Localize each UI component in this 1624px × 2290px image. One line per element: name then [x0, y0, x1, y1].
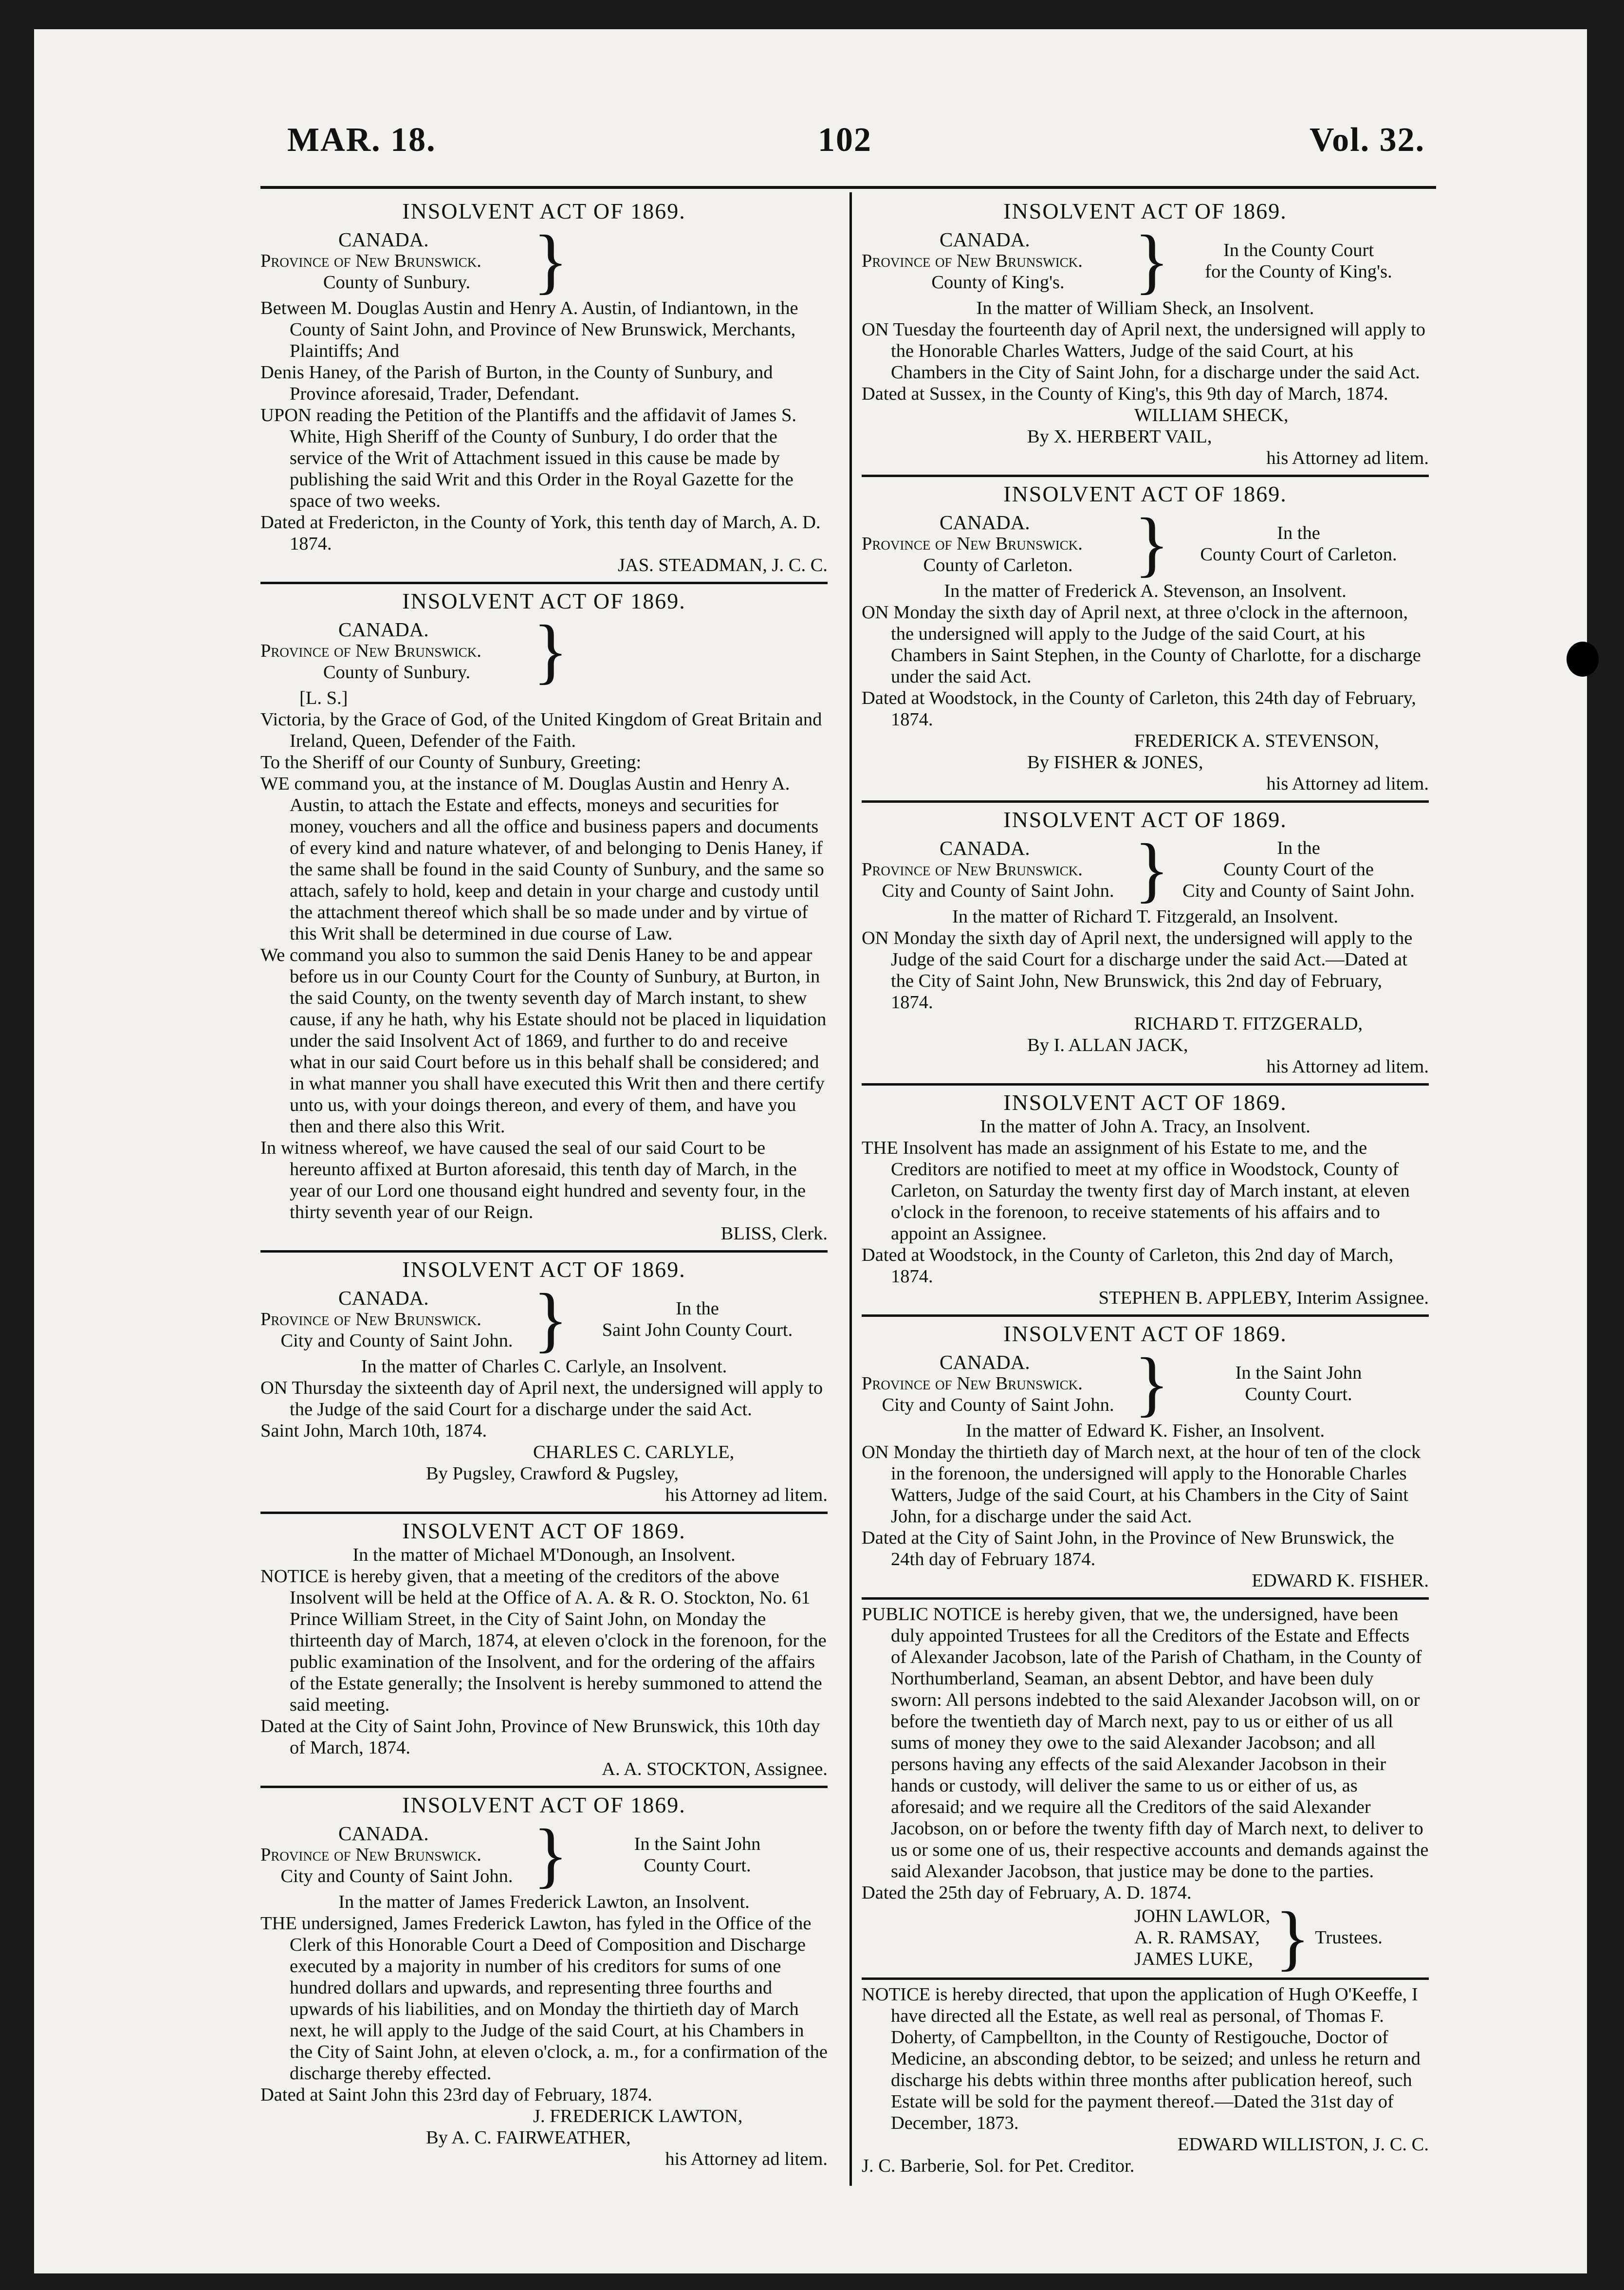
- court-name: [1168, 240, 1429, 282]
- trustee-name: A. R. RAMSAY,: [1134, 1927, 1260, 1948]
- signature-line: By FISHER & JONES,: [1027, 752, 1203, 773]
- paragraph: Victoria, by the Grace of God, of the United Kingdom of Great Britain and Ireland, Queen, Defender of the Faith.: [260, 709, 822, 751]
- notice-title: INSOLVENT ACT OF 1869.: [402, 1792, 686, 1817]
- notice-title: INSOLVENT ACT OF 1869.: [1003, 481, 1287, 506]
- brace-icon: }: [1134, 221, 1169, 301]
- jurisdiction-left: [862, 229, 1134, 293]
- court-line: County Court.: [644, 1855, 751, 1876]
- paragraph: We command you also to summon the said Denis Haney to be and appear before us in our County Court for the County of Sunbury, at Burton, in the said County, on the twenty seventh day of March instant, to shew cause, if any he hath, why his Estate should not be placed in liquidation under the said Insolvent Act of 1869, and further to do and receive what in our said Court before us in this behalf shall be considered; and in what manner you shall have executed this Writ then and there certify unto us, with your doings thereon, and every of them, and have you then and there also this Writ.: [260, 945, 827, 1137]
- signature-line: BLISS, Clerk.: [720, 1223, 828, 1244]
- jurisdiction-line: CANADA.: [940, 228, 1030, 251]
- right-column: [862, 197, 1429, 2185]
- court-line: In the Saint John: [1235, 1363, 1362, 1383]
- brace-icon: }: [1134, 1343, 1169, 1424]
- jurisdiction-line: CANADA.: [338, 1822, 429, 1845]
- brace-icon: }: [1275, 1897, 1310, 1978]
- jurisdiction-line: CANADA.: [338, 228, 429, 251]
- paragraph: Between M. Douglas Austin and Henry A. Austin, of Indiantown, in the County of Saint John, and Province of New Brunswick, Merchants, Plaintiffs; And: [260, 298, 798, 361]
- court-name: [567, 1833, 828, 1876]
- notice-title: INSOLVENT ACT OF 1869.: [402, 589, 686, 613]
- signature-line: J. FREDERICK LAWTON,: [533, 2106, 743, 2126]
- signature-line: By I. ALLAN JACK,: [1027, 1035, 1188, 1055]
- brace-icon: }: [533, 1814, 568, 1895]
- brace-icon: }: [533, 610, 568, 691]
- header-volume: Vol. 32.: [1310, 121, 1425, 159]
- signature-line: EDWARD WILLISTON, J. C. C.: [1177, 2134, 1429, 2155]
- trustee-name: JOHN LAWLOR,: [1134, 1906, 1271, 1926]
- signature-line: his Attorney ad litem.: [1266, 1056, 1429, 1077]
- brace-icon: }: [533, 1279, 568, 1360]
- court-line: In the County Court: [1223, 240, 1374, 260]
- court-line: County Court.: [1245, 1384, 1352, 1404]
- jurisdiction-line: County of Carleton.: [923, 555, 1073, 575]
- brace-icon: }: [1134, 829, 1169, 910]
- jurisdiction-line: City and County of Saint John.: [882, 881, 1114, 901]
- jurisdiction-line: CANADA.: [940, 837, 1030, 859]
- notice: [260, 1517, 828, 1788]
- paragraph: Dated at the City of Saint John, Province of New Brunswick, this 10th day of March, 1874.: [260, 1716, 820, 1758]
- paragraph: Dated at Woodstock, in the County of Carleton, this 24th day of February, 1874.: [862, 688, 1416, 730]
- jurisdiction-block: [862, 503, 1429, 584]
- notice-title: INSOLVENT ACT OF 1869.: [402, 199, 686, 223]
- paragraph: UPON reading the Petition of the Plantiffs and the affidavit of James S. White, High Sheriff of the County of Sunbury, I do order that the service of the Writ of Attachment issued in this cause be made by publishing the said Writ and this Order in the Royal Gazette for the space of two weeks.: [260, 405, 796, 511]
- signature-line: JAS. STEADMAN, J. C. C.: [617, 555, 828, 575]
- left-column: [260, 197, 828, 2179]
- jurisdiction-left: [260, 1823, 533, 1887]
- jurisdiction-line: County of King's.: [931, 272, 1065, 293]
- paragraph: Dated at Fredericton, in the County of York, this tenth day of March, A. D. 1874.: [260, 512, 821, 554]
- trustees-block: [862, 1897, 1429, 1978]
- court-line: City and County of Saint John.: [1182, 881, 1415, 901]
- header-page-number: 102: [818, 121, 872, 159]
- jurisdiction-line: CANADA.: [338, 618, 429, 641]
- notice-title: INSOLVENT ACT OF 1869.: [1003, 807, 1287, 832]
- signature-line: STEPHEN B. APPLEBY, Interim Assignee.: [1098, 1288, 1429, 1308]
- court-line: In the: [1277, 523, 1320, 543]
- jurisdiction-block: [260, 221, 828, 301]
- seal-mark: [L. S.]: [299, 688, 348, 708]
- notice: [862, 197, 1429, 477]
- paragraph: THE undersigned, James Frederick Lawton, has fyled in the Office of the Clerk of this Honorable Court a Deed of Composition and Discharge executed by a majority in number of his creditors for sums of one hundred dollars and upwards, and representing three fourths and upwards of his liabilities, and on Monday the thirtieth day of March next, he will apply to the Judge of the said Court, at his Chambers in the City of Saint John, at eleven o'clock, a. m., for a confirmation of the discharge thereby effected.: [260, 1913, 828, 2084]
- notice: [260, 197, 828, 584]
- signature-line: his Attorney ad litem.: [665, 1485, 828, 1505]
- court-line: County Court of the: [1223, 859, 1374, 880]
- notice-title: INSOLVENT ACT OF 1869.: [402, 1518, 686, 1543]
- jurisdiction-line: County of Sunbury.: [323, 662, 471, 683]
- notice: [862, 1089, 1429, 1317]
- column-divider: [849, 192, 852, 2186]
- matter-line: In the matter of Richard T. Fitzgerald, an Insolvent.: [952, 906, 1338, 927]
- jurisdiction-line: County of Sunbury.: [323, 272, 471, 293]
- jurisdiction-left: [862, 837, 1134, 902]
- signature-line: his Attorney ad litem.: [1266, 774, 1429, 794]
- jurisdiction-line: Province of New Brunswick.: [862, 534, 1083, 554]
- jurisdiction-block: [260, 1814, 828, 1895]
- jurisdiction-left: [260, 1287, 533, 1351]
- paragraph: Dated at Woodstock, in the County of Carleton, this 2nd day of March, 1874.: [862, 1245, 1394, 1287]
- footer-line: J. C. Barberie, Sol. for Pet. Creditor.: [862, 2156, 1135, 2176]
- notice: [862, 1603, 1429, 1980]
- matter-line: In the matter of William Sheck, an Insolvent.: [976, 298, 1314, 318]
- signature-line: By Pugsley, Crawford & Pugsley,: [426, 1463, 679, 1484]
- paragraph: WE command you, at the instance of M. Douglas Austin and Henry A. Austin, to attach the Estate and effects, moneys and securities for money, vouchers and all the office and business papers and documents of every kind and nature whatever, of and belonging to Denis Haney, if the same shall be found in the said County of Sunbury, and the same so attach, safely to hold, keep and detain in your charge and custody until the attachment thereof which shall be so made under and by virtue of this Writ shall be determined in due course of Law.: [260, 774, 824, 944]
- jurisdiction-line: Province of New Brunswick.: [862, 859, 1083, 880]
- jurisdiction-block: [260, 1279, 828, 1360]
- notice-title: INSOLVENT ACT OF 1869.: [1003, 1090, 1287, 1115]
- court-line: for the County of King's.: [1205, 261, 1392, 282]
- signature-line: FREDERICK A. STEVENSON,: [1134, 731, 1379, 751]
- signature-line: WILLIAM SHECK,: [1134, 405, 1289, 425]
- notice: [862, 806, 1429, 1086]
- jurisdiction-line: Province of New Brunswick.: [260, 1845, 481, 1865]
- brace-icon: }: [1134, 503, 1169, 584]
- court-line: In the: [676, 1298, 719, 1319]
- header-date: MAR. 18.: [287, 121, 436, 159]
- jurisdiction-left: [260, 229, 533, 293]
- matter-line: In the matter of James Frederick Lawton, an Insolvent.: [338, 1892, 750, 1912]
- jurisdiction-left: [862, 1351, 1134, 1416]
- court-name: [1168, 1362, 1429, 1405]
- jurisdiction-block: [260, 610, 828, 691]
- trustees-label: Trustees.: [1315, 1927, 1383, 1948]
- court-line: County Court of Carleton.: [1200, 544, 1397, 565]
- jurisdiction-line: CANADA.: [338, 1287, 429, 1309]
- jurisdiction-block: [862, 1343, 1429, 1424]
- matter-line: In the matter of John A. Tracy, an Insolvent.: [980, 1116, 1310, 1137]
- paragraph: Dated at Sussex, in the County of King's, this 9th day of March, 1874.: [862, 384, 1388, 404]
- court-line: In the: [1277, 838, 1320, 858]
- paragraph: Dated at the City of Saint John, in the Province of New Brunswick, the 24th day of February 1874.: [862, 1528, 1394, 1570]
- jurisdiction-line: CANADA.: [940, 1351, 1030, 1373]
- matter-line: In the matter of Frederick A. Stevenson, an Insolvent.: [944, 581, 1347, 601]
- paragraph: NOTICE is hereby directed, that upon the application of Hugh O'Keeffe, I have directed all the Estate, as well real as personal, of Thomas F. Doherty, of Campbellton, in the County of Restigouche, Doctor of Medicine, an absconding debtor, to be seized; and unless he return and discharge his debts within three months after publication hereof, such Estate will be sold for the payment thereof.—Dated the 31st day of December, 1873.: [862, 1984, 1421, 2133]
- paragraph: Dated the 25th day of February, A. D. 1874.: [862, 1883, 1192, 1903]
- jurisdiction-block: [862, 829, 1429, 910]
- signature-line: By X. HERBERT VAIL,: [1027, 426, 1212, 447]
- signature-line: his Attorney ad litem.: [1266, 448, 1429, 468]
- jurisdiction-line: CANADA.: [940, 511, 1030, 534]
- jurisdiction-line: Province of New Brunswick.: [862, 1373, 1083, 1394]
- jurisdiction-left: [260, 619, 533, 683]
- brace-icon: }: [533, 221, 568, 301]
- paragraph: PUBLIC NOTICE is hereby given, that we, the undersigned, have been duly appointed Trustees for all the Creditors of the Estate and Effects of Alexander Jacobson, late of the Parish of Chatham, in the County of Northumberland, Seaman, an absent Debtor, and have been duly sworn: All persons indebted to the said Alexander Jacobson will, on or before the twentieth day of March next, pay to us or either of us all sums of money they owe to the said Alexander Jacobson; and all persons having any effects of the said Alexander Jacobson in their hands or custody, will deliver the same to us or either of us, as aforesaid; and we require all the Creditors of the said Alexander Jacobson, on or before the twenty fifth day of March next, to deliver to us or some one of us, their respective accounts and demands against the said Alexander Jacobson, that justice may be done to the parties.: [862, 1604, 1429, 1882]
- notice: [862, 1320, 1429, 1600]
- court-name: [1168, 522, 1429, 565]
- notice: [260, 1791, 828, 2176]
- paragraph: ON Tuesday the fourteenth day of April next, the undersigned will apply to the Honorable Charles Watters, Judge of the said Court, at his Chambers in the City of Saint John, for a discharge under the said Act.: [862, 319, 1426, 383]
- paragraph: NOTICE is hereby given, that a meeting of the creditors of the above Insolvent will be held at the Office of A. A. & R. O. Stockton, No. 61 Prince William Street, in the City of Saint John, on Monday the thirteenth day of March, 1874, at eleven o'clock in the forenoon, for the public examination of the Insolvent, and for the ordering of the affairs of the Estate generally; the Insolvent is hereby summoned to attend the said meeting.: [260, 1566, 827, 1715]
- jurisdiction-line: Province of New Brunswick.: [862, 251, 1083, 271]
- jurisdiction-line: City and County of Saint John.: [280, 1330, 513, 1351]
- jurisdiction-line: Province of New Brunswick.: [260, 251, 481, 271]
- signature-line: RICHARD T. FITZGERALD,: [1134, 1014, 1363, 1034]
- matter-line: In the matter of Michael M'Donough, an Insolvent.: [352, 1545, 736, 1565]
- paragraph: Denis Haney, of the Parish of Burton, in the County of Sunbury, and Province aforesaid, Trader, Defendant.: [260, 362, 773, 404]
- signature-line: his Attorney ad litem.: [665, 2149, 828, 2169]
- paragraph: To the Sheriff of our County of Sunbury, Greeting:: [260, 752, 642, 773]
- trustee-names: [1134, 1905, 1270, 1970]
- jurisdiction-block: [862, 221, 1429, 301]
- signature-line: A. A. STOCKTON, Assignee.: [602, 1759, 828, 1779]
- notice: [260, 1256, 828, 1514]
- notice-title: INSOLVENT ACT OF 1869.: [1003, 199, 1287, 223]
- court-name: [567, 1298, 828, 1341]
- paragraph: THE Insolvent has made an assignment of his Estate to me, and the Creditors are notified to meet at my office in Woodstock, County of Carleton, on Saturday the twenty first day of March instant, at eleven o'clock in the forenoon, to receive statements of his affairs and to appoint an Assignee.: [862, 1138, 1410, 1244]
- matter-line: In the matter of Charles C. Carlyle, an Insolvent.: [361, 1356, 727, 1377]
- notice: [862, 480, 1429, 803]
- court-name: [1168, 837, 1429, 902]
- paragraph: ON Monday the thirtieth day of March next, at the hour of ten of the clock in the forenoon, the undersigned will apply to the Honorable Charles Watters, Judge of the said Court, at his Chambers in the City of Saint John, for a discharge under the said Act.: [862, 1442, 1421, 1527]
- jurisdiction-line: Province of New Brunswick.: [260, 641, 481, 661]
- notice: [862, 1983, 1429, 2182]
- jurisdiction-line: Province of New Brunswick.: [260, 1309, 481, 1330]
- court-line: Saint John County Court.: [602, 1320, 793, 1340]
- notice-title: INSOLVENT ACT OF 1869.: [1003, 1321, 1287, 1346]
- notice-title: INSOLVENT ACT OF 1869.: [402, 1257, 686, 1282]
- punch-hole: [1567, 642, 1599, 677]
- signature-line: By A. C. FAIRWEATHER,: [426, 2127, 631, 2148]
- jurisdiction-line: City and County of Saint John.: [280, 1866, 513, 1886]
- paragraph: ON Monday the sixth day of April next, at three o'clock in the afternoon, the undersigned will apply to the Judge of the said Court, at his Chambers in Saint Stephen, in the County of Charlotte, for a discharge under the said Act.: [862, 602, 1421, 687]
- jurisdiction-left: [862, 512, 1134, 576]
- trustee-name: JAMES LUKE,: [1134, 1949, 1253, 1969]
- paragraph: Saint John, March 10th, 1874.: [260, 1421, 487, 1441]
- signature-line: CHARLES C. CARLYLE,: [533, 1442, 735, 1462]
- paragraph: Dated at Saint John this 23rd day of February, 1874.: [260, 2085, 652, 2105]
- notice: [260, 587, 828, 1253]
- matter-line: In the matter of Edward K. Fisher, an Insolvent.: [965, 1421, 1325, 1441]
- paragraph: In witness whereof, we have caused the seal of our said Court to be hereunto affixed at Burton aforesaid, this tenth day of March, in the year of our Lord one thousand eight hundred and seventy four, in the thirty seventh year of our Reign.: [260, 1138, 806, 1222]
- jurisdiction-line: City and County of Saint John.: [882, 1395, 1114, 1415]
- header-rule: [260, 186, 1436, 189]
- court-line: In the Saint John: [634, 1834, 761, 1854]
- signature-line: EDWARD K. FISHER.: [1252, 1570, 1429, 1591]
- paragraph: ON Thursday the sixteenth day of April next, the undersigned will apply to the Judge of the said Court for a discharge under the said Act.: [260, 1378, 823, 1420]
- paragraph: ON Monday the sixth day of April next, the undersigned will apply to the Judge of the said Court for a discharge under the said Act.—Dated at the City of Saint John, New Brunswick, this 2nd day of February, 1874.: [862, 928, 1413, 1013]
